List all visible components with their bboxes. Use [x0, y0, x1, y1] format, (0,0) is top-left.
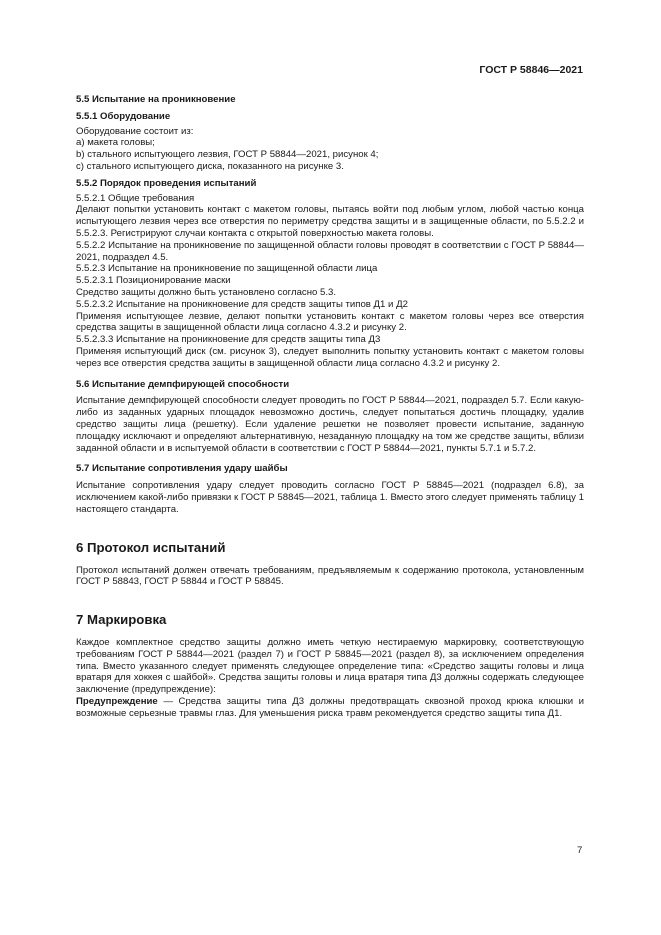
equipment-line: c) стального испытующего диска, показанного на рисунке 3. — [76, 160, 344, 172]
section-5-5-2-3-2-title: 5.5.2.3.2 Испытание на проникновение для средств защиты типов Д1 и Д2 — [76, 298, 408, 310]
equipment-line: Оборудование состоит из: — [76, 125, 194, 137]
section-5-7 — [76, 463, 584, 515]
section-5-5-2-3-1-title: 5.5.2.3.1 Позиционирование маски — [76, 275, 231, 287]
section-6-text: Протокол испытаний должен отвечать требованиям, предъявляемым к содержанию протокола, установленным ГОСТ Р 58843, ГОСТ Р 58844 и ГОСТ Р 58845. — [76, 564, 584, 588]
section-5-5-2-title: 5.5.2 Порядок проведения испытаний — [76, 177, 257, 189]
section-5-5-2-3-title: 5.5.2.3 Испытание на проникновение по защищенной области лица — [76, 263, 378, 275]
section-5-6 — [76, 379, 584, 455]
section-5-6-title: 5.6 Испытание демпфирующей способности — [76, 378, 290, 390]
section-7-title: 7 Маркировка — [76, 612, 167, 628]
section-5-5-2-2-text: 5.5.2.2 Испытание на проникновение по защищенной области головы проводят в соответствии с ГОСТ Р 58844—2021, подраздел 4.5. — [76, 239, 584, 263]
page-number: 7 — [577, 845, 583, 856]
section-6 — [76, 540, 584, 589]
equipment-line: b) стального испытующего лезвия, ГОСТ Р 58844—2021, рисунок 4; — [76, 149, 379, 161]
section-5-5-2-3-3-text: Применяя испытующий диск (см. рисунок 3), следует выполнить попытку установить контакт с макетом головы через все отверстия средства защиты в защищенной области лица согласно 4.3.2 и рисунку 2. — [76, 345, 584, 369]
equipment-line: a) макета головы; — [76, 137, 155, 149]
section-7-text: Каждое комплектное средство защиты должно иметь четкую нестираемую маркировку, соответствующую требованиям ГОСТ Р 58844—2021 (раздел 7) и ГОСТ Р 58845—2021 (раздел 8), за исключением определения типа. Вместо указанного следует применять следующее определение типа: «Средство защиты головы и лица вратаря для хоккея с шайбой». Средства защиты головы и лица вратаря типа Д3 должны содержать следующее заключение (предупреждение): — [76, 637, 584, 696]
section-5-5-2-1-title: 5.5.2.1 Общие требования — [76, 192, 195, 204]
section-5-5-2-3-1-text: Средство защиты должно быть установлено согласно 5.3. — [76, 286, 337, 298]
section-5-5 — [76, 94, 584, 370]
warning-label: Предупреждение — [76, 696, 158, 708]
section-7 — [76, 612, 584, 720]
section-5-5-2-3-3-title: 5.5.2.3.3 Испытание на проникновение для средств защиты типа Д3 — [76, 334, 381, 346]
warning-paragraph — [76, 696, 584, 720]
section-5-5-2-3-2-text: Применяя испытующее лезвие, делают попытки установить контакт с макетом головы через все отверстия средства защиты в защищенной области лица согласно 4.3.2 и рисунку 2. — [76, 310, 584, 334]
section-5-7-text: Испытание сопротивления удару следует проводить согласно ГОСТ Р 58845—2021 (подраздел 6.8), за исключением какой-либо привязки к ГОСТ Р 58845—2021, таблица 1. Вместо этого следует применять таблицу 1 настоящего стандарта. — [76, 480, 584, 515]
document-header: ГОСТ Р 58846—2021 — [479, 64, 583, 76]
section-5-7-title: 5.7 Испытание сопротивления удару шайбы — [76, 463, 288, 475]
section-5-5-1-title: 5.5.1 Оборудование — [76, 110, 171, 122]
section-5-5-title: 5.5 Испытание на проникновение — [76, 94, 236, 105]
section-6-title: 6 Протокол испытаний — [76, 539, 226, 555]
warning-text: — Средства защиты типа Д3 должны предотвращать сквозной проход крюка клюшки и возможные серьезные травмы глаз. Для уменьшения риска травм рекомендуется средство защиты типа Д1. — [76, 696, 584, 719]
section-5-6-text: Испытание демпфирующей способности следует проводить по ГОСТ Р 58844—2021, подраздел 5.7. Если какую-либо из заданных ударных площадок невозможно достичь, следует попытаться достичь площадку, удалив средство защиты лица (решетку). Если удаление решетки не позволяет провести испытание, заданную площадку исключают и определяют альтернативную, незаданную площадку на том же средстве защиты, вблизи заданной области и в испытуемой области в соответствии с ГОСТ Р 58844—2021, пункты 5.7.1 и 5.7.2. — [76, 395, 584, 454]
section-5-5-2-1-text: Делают попытки установить контакт с макетом головы, пытаясь войти под любым углом, любой частью конца испытующего лезвия через все отверстия по периметру средства защиты и в защищенные области, по 5.5.2.2 и 5.5.2.3. Регистрируют случаи контакта с открытой поверхностью макета головы. — [76, 204, 584, 239]
document-body — [76, 94, 584, 720]
